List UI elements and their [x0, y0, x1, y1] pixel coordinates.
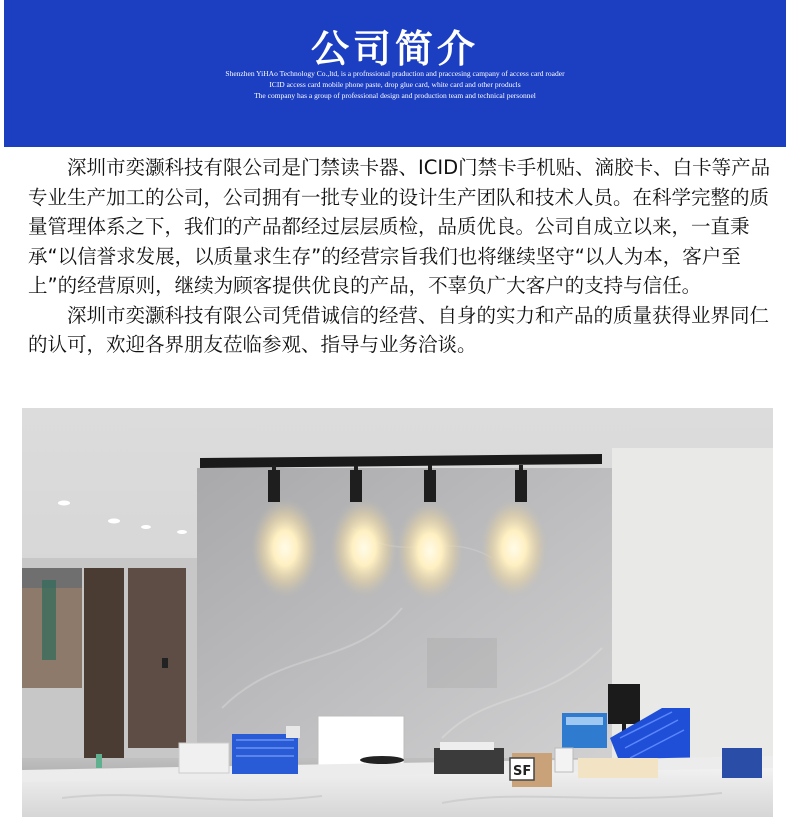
header-banner: [4, 0, 786, 147]
intro-paragraph-1: 深圳市奕灏科技有限公司是门禁读卡器、ICID门禁卡手机贴、滴胶卡、白卡等产品专业生产加工的公司，公司拥有一批专业的设计生产团队和技术人员。在科学完整的质量管理体系之下，我们的产品都经过层层质检，品质优良。公司自成立以来，一直秉承“以信誉求发展，以质量求生存”的经营宗旨我们也将继续坚守“以人为本，客户至上”的经营原则，继续为顾客提供优良的产品，不辜负广大客户的支持与信任。: [28, 156, 771, 297]
office-reception-photo: [22, 408, 773, 817]
banner-subtitle-line: The company has a group of professional design and production team and technical personnel: [254, 91, 536, 100]
banner-subtitle-line: ICID access card mobile phone paste, drop glue card, white card and other producls: [269, 80, 521, 89]
banner-subtitle: [4, 68, 786, 101]
box-label: SF: [513, 764, 532, 779]
intro-paragraph-2: 深圳市奕灏科技有限公司凭借诚信的经营、自身的实力和产品的质量获得业界同仁的认可，欢迎各界朋友莅临参观、指导与业务洽谈。: [28, 303, 770, 356]
reception-illustration: [22, 408, 773, 817]
company-intro: [28, 153, 780, 360]
banner-title: 公司简介: [310, 26, 479, 71]
banner-subtitle-line: Shenzhen YiHAo Technology Co.,ltd, is a profnssional praduction and praccesing campany of access card roader: [225, 69, 565, 78]
